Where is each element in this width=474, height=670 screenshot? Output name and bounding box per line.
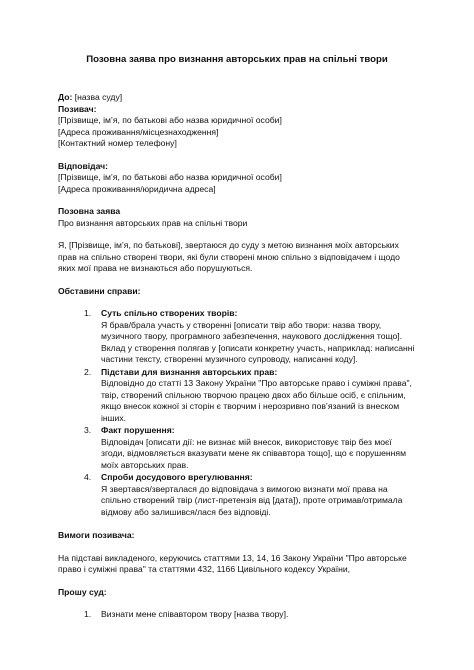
list-item-title: Спроби досудового врегулювання: bbox=[101, 472, 253, 482]
defendant-label: Відповідач: bbox=[58, 160, 109, 171]
list-item bbox=[58, 609, 416, 621]
list-item-number: 4. bbox=[84, 472, 92, 482]
list-item-title: Суть спільно створених творів: bbox=[101, 308, 238, 318]
list-item-number: 2. bbox=[84, 366, 92, 377]
list-item-title: Підстави для визнання авторських прав: bbox=[101, 366, 278, 377]
list-item-number: 1. bbox=[84, 609, 92, 619]
court-name: [назва суду] bbox=[72, 92, 123, 102]
list-item bbox=[58, 308, 416, 366]
plaintiff-label: Позивач: bbox=[58, 103, 97, 114]
list-item-number: 3. bbox=[84, 425, 92, 435]
list-item bbox=[58, 425, 416, 471]
claim-label: Позовна заява bbox=[58, 206, 121, 216]
plaintiff-name: [Прізвище, ім’я, по батькові або назва юридичної особи] bbox=[58, 115, 282, 125]
to-label: До: bbox=[58, 92, 73, 102]
demands-paragraph: На підставі викладеного, керуючись статтями 13, 14, 16 Закону України "Про авторське право і суміжні права" та статтями 432, 1166 Цивільного кодексу України, bbox=[58, 552, 407, 574]
list-item-text: Я звертався/зверталася до відповідача з вимогою визнати мої права на спільно створений твір (лист-претензія від [дата]), проте отримав/отримала відмову або залишився/лася без відповіді. bbox=[101, 483, 403, 517]
request-heading: Прошу суд: bbox=[58, 586, 107, 597]
list-item-text: Відповідно до статті 13 Закону України "Про авторське право і суміжні права", твір, створений спільною творчою працею двох або більше осіб, є спільним, якщо внесок кожної зі сторін є творчим і нерозривно пов’язаний із внеском інших. bbox=[101, 378, 412, 423]
request-list bbox=[58, 609, 416, 621]
court-line bbox=[58, 92, 416, 104]
plaintiff-address: [Адреса проживання/місцезнаходження] bbox=[58, 126, 219, 137]
list-item-title: Факт порушення: bbox=[101, 425, 175, 435]
claim-subject: Про визнання авторських прав на спільні твори bbox=[58, 217, 248, 228]
defendant-address: [Адреса проживання/юридична адреса] bbox=[58, 183, 216, 194]
list-item bbox=[58, 367, 416, 425]
circumstances-heading: Обставини справи: bbox=[58, 285, 141, 296]
list-item bbox=[58, 472, 416, 518]
document-title: Позовна заява про визнання авторських прав на спільні твори bbox=[86, 54, 388, 65]
circumstances-list bbox=[58, 308, 416, 518]
list-item-number: 1. bbox=[84, 308, 92, 318]
list-item-text: Я брав/брала участь у створенні [описати твір або твори: назва твору, музичного твору, програмного забезпечення, наукового дослідження тощо]. Вклад у створення полягав у [описати конкретну участь, наприклад: написанні частини тексту, створенні музичного супроводу, написанні коду]. bbox=[101, 319, 415, 364]
intro-paragraph: Я, [Прізвище, ім’я, по батькові], звертаюся до суду з метою визнання моїх авторських прав на спільно створені твори, які були створені мною спільно з відповідачем і щодо яких мої права не визнаються або порушуються. bbox=[58, 240, 400, 273]
list-item-text: Визнати мене співавтором твору [назва твору]. bbox=[101, 609, 289, 619]
defendant-name: [Прізвище, ім’я, по батькові або назва юридичної особи] bbox=[58, 172, 282, 182]
list-item-text: Відповідач [описати дії: не визнає мій внесок, використовує твір без моєї згоди, відмовляється вказувати мене як співавтора тощо], що є порушенням моїх авторських прав. bbox=[101, 436, 406, 470]
demands-heading: Вимоги позивача: bbox=[58, 530, 135, 540]
plaintiff-phone: [Контактний номер телефону] bbox=[58, 138, 177, 148]
